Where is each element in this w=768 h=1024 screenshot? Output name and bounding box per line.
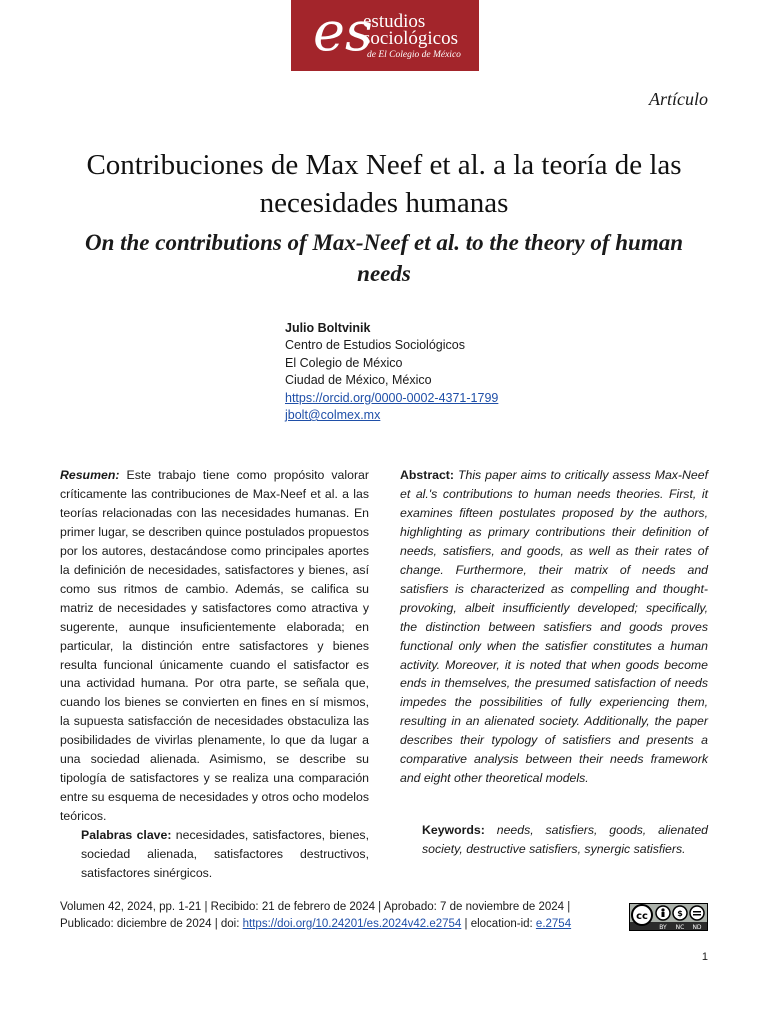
elocation-link[interactable]: e.2754: [535, 918, 572, 930]
keywords-en-text: needs, satisfiers, goods, alienated society, destructive satisfiers, synergic satisfiers.: [422, 823, 708, 856]
cc-label-by: BY: [659, 924, 667, 930]
journal-logo: [291, 0, 479, 71]
title-spanish: Contribuciones de Max Neef et al. a la teoría de las necesidades humanas: [86, 149, 682, 219]
creative-commons-license[interactable]: [629, 903, 708, 931]
cc-badge-icon: [630, 904, 707, 930]
author-affiliation-2: El Colegio de México: [285, 355, 403, 370]
email-link[interactable]: jbolt@colmex.mx: [285, 408, 381, 423]
page-number: 1: [701, 951, 708, 963]
logo-mark: es: [313, 0, 373, 63]
keywords-es-label: Palabras clave:: [81, 828, 172, 842]
svg-text:$: $: [677, 909, 683, 918]
author-location: Ciudad de México, México: [285, 373, 432, 388]
footer-published: Publicado: diciembre de 2024 | doi:: [60, 918, 243, 930]
footer-line2: [60, 916, 620, 933]
footer-line1: Volumen 42, 2024, pp. 1-21 | Recibido: 21 de febrero de 2024 | Aprobado: 7 de noviembre de 2024 |: [60, 901, 571, 913]
author-block: [285, 320, 498, 424]
svg-text:cc: cc: [636, 911, 648, 922]
abstract-english: [400, 466, 708, 788]
publication-footer: [60, 899, 620, 933]
keywords-english: [422, 821, 708, 859]
keywords-en-label: Keywords:: [422, 823, 485, 837]
doi-link[interactable]: https://doi.org/10.24201/es.2024v42.e2754: [242, 918, 462, 930]
abstract-es-text: Este trabajo tiene como propósito valorar críticamente las contribuciones de Max-Neef et al. a las teorías relacionadas con las necesidades humanas. En primer lugar, se describen quince postulados propuestos por los autores, destacándose como principales aportes la definición de necesidades, satisfactores y bienes, así como sus ritmos de cambio. Además, se califica su matriz de necesidades y satisfactores como atractiva y sugerente, aunque insuficientemente elaborada; en particular, la distinción entre satisfactores y bienes resulta funcional únicamente cuando el satisfactor es una actividad humana. Por otra parte, se señala que, cuando los bienes se convierten en fines en sí mismos, la supuesta satisfacción de necesidades obstaculiza las posibilidades de vivirlas plenamente, lo que da lugar a una sociedad alienada. Asimismo, se describe su tipología de satisfactores y se realiza una comparación entre su esquema de necesidades y otros ocho modelos teóricos.: [60, 468, 369, 824]
logo-line1: estudios: [363, 11, 426, 32]
abstract-en-text: This paper aims to critically assess Max-Neef et al.'s contributions to human needs theories. First, it examines fifteen postulates proposed by the authors, highlighting as primary contributions their definition of needs, satisfiers, and goods, as well as their rates of change. Furthermore, their matrix of needs and satisfiers is characterized as compelling and thought-provoking, albeit insufficiently developed; specifically, the distinction between satisfiers and goods proves functional only when the satisfier constitutes a human activity. Moreover, it is noted that when goods become ends in themselves, the presumed satisfaction of needs impedes the possibilities of fully experiencing them, resulting in an alienated society. Additionally, the paper describes their typology of satisfiers and presents a comparative analysis between their needs framework and eight other theoretical models.: [400, 468, 708, 786]
cc-label-nc: NC: [675, 924, 685, 930]
logo-line2: sociológicos: [363, 28, 458, 49]
abstract-es-label: Resumen:: [60, 468, 120, 482]
orcid-link[interactable]: https://orcid.org/0000-0002-4371-1799: [285, 390, 499, 405]
footer-elocation-label: | elocation-id:: [461, 918, 536, 930]
cc-label-nd: ND: [692, 924, 702, 930]
keywords-es-text: necesidades, satisfactores, bienes, sociedad alienada, satisfactores destructivos, satisfactores sinérgicos.: [81, 828, 369, 880]
section-label: Artículo: [649, 89, 708, 109]
abstract-spanish: [60, 466, 369, 826]
author-affiliation-1: Centro de Estudios Sociológicos: [285, 338, 465, 353]
abstract-en-label: Abstract:: [400, 468, 454, 482]
author-name: Julio Boltvinik: [285, 321, 371, 335]
keywords-spanish: [81, 826, 369, 883]
title-english: On the contributions of Max-Neef et al. to the theory of human needs: [84, 230, 684, 286]
logo-line3: de El Colegio de México: [367, 50, 461, 60]
